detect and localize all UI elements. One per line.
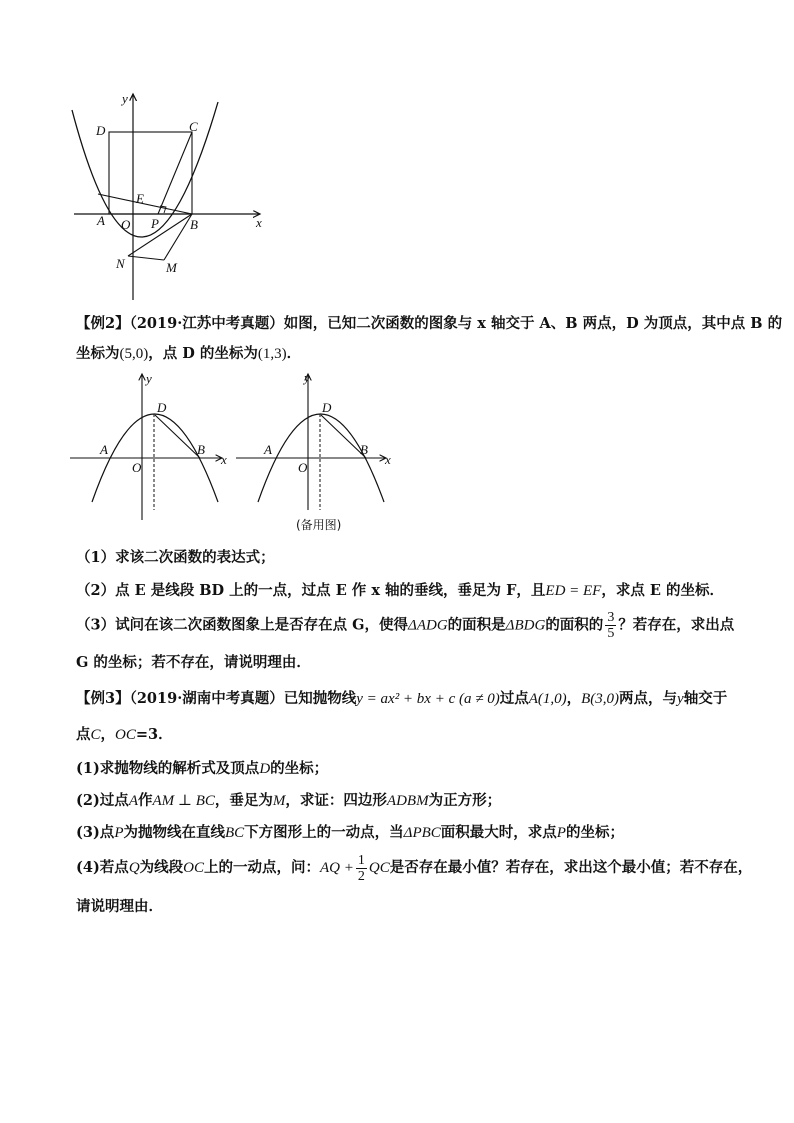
ex3-q1-b: D — [259, 761, 271, 777]
fig2-label-x: x — [221, 452, 227, 467]
fig2-label-o: O — [132, 460, 142, 475]
fig2-label-y: y — [146, 371, 152, 386]
ex2-q3-b: 的面积是 — [447, 616, 506, 634]
ex3-point-a: A(1,0) — [528, 691, 567, 707]
ex3-q4-a: (4)若点 — [76, 859, 129, 876]
ex3-q3-f: 面积最大时，求点 — [440, 824, 557, 841]
figure-2-parabola — [66, 370, 246, 525]
fig2-label-b: B — [197, 442, 205, 457]
ex3-line1 — [76, 688, 726, 710]
ex2-q2 — [76, 580, 726, 602]
fig3-label-o: O — [298, 460, 308, 475]
ex3-l1-e: y — [677, 691, 684, 707]
fig1-label-m: M — [166, 260, 177, 275]
ex2-q3-line2: G 的坐标；若不存在，请说明理由． — [76, 654, 311, 671]
fig1-label-n: N — [116, 256, 125, 271]
ex3-q4-e: 上的一动点，问： — [204, 859, 320, 876]
ex3-q2-math: AM ⊥ BC — [152, 793, 215, 809]
ex3-q4-c: 为线段 — [139, 859, 184, 876]
ex3-q1-c: 的坐标； — [270, 760, 329, 777]
ex3-q4-b: Q — [128, 860, 140, 876]
ex3-q4-num: 1 — [357, 852, 365, 868]
ex3-q3-math: ΔPBC — [403, 825, 441, 841]
ex3-q2-c: 作 — [137, 792, 153, 809]
ex3-q3-b: P — [114, 825, 124, 841]
fig3-label-a: A — [264, 442, 272, 457]
ex3-l2-b: C — [90, 727, 101, 743]
ex2-point-b-coord: (5,0) — [119, 346, 149, 362]
ex2-source: （2019·江苏中考真题） — [129, 315, 284, 332]
fig1-label-a: A — [97, 213, 105, 228]
ex2-q2-b: ，求点 E 的坐标． — [601, 582, 725, 599]
ex3-q3-e: 下方图形上的一动点，当 — [244, 824, 404, 841]
ex2-q3-m1: ΔADG — [408, 617, 448, 634]
fig1-label-c: C — [189, 119, 198, 134]
ex3-line2 — [76, 724, 726, 746]
ex2-q3-fraction — [605, 610, 616, 641]
ex2-q1: （1）求该二次函数的表达式； — [76, 549, 275, 566]
ex2-line1-text: 如图，已知二次函数的图象与 x 轴交于 A、B 两点，D 为顶点，其中点 B 的 — [283, 315, 783, 332]
ex3-l2-c: ， — [100, 726, 116, 743]
ex3-l1-f: 轴交于 — [683, 690, 728, 707]
ex3-q2-h: 为正方形； — [428, 792, 502, 809]
ex3-l2-e: =3． — [135, 726, 173, 743]
ex2-q3-m2: ΔBDG — [505, 617, 546, 634]
ex3-q1-a: (1)求抛物线的解析式及顶点 — [76, 760, 260, 777]
fig2-label-d: D — [157, 400, 167, 415]
ex3-l1-b: 过点 — [499, 690, 529, 707]
ex3-q2 — [76, 790, 726, 812]
ex3-q3-g: P — [556, 825, 566, 841]
ex2-q3-num: 3 — [607, 610, 615, 625]
ex2-line1 — [76, 313, 783, 335]
fig3-label-d: D — [322, 400, 332, 415]
ex3-q4 — [76, 852, 753, 884]
fig3-caption: (备用图) — [296, 518, 342, 532]
fig3-label-b: B — [360, 442, 368, 457]
ex3-point-b: B(3,0) — [581, 691, 620, 707]
ex3-q4-fraction — [356, 853, 367, 884]
ex3-q2-d: ，垂足为 — [214, 792, 273, 809]
fig1-label-b: B — [190, 217, 198, 232]
ex2-q3 — [76, 610, 735, 641]
ex3-l1-c: ， — [566, 690, 582, 707]
ex3-q4-line2: 请说明理由． — [76, 898, 163, 915]
ex3-q1 — [76, 758, 726, 780]
ex2-q2-a: （2）点 E 是线段 BD 上的一点，过点 E 作 x 轴的垂线，垂足为 F，且 — [76, 582, 546, 599]
ex3-source: （2019·湖南中考真题） — [129, 690, 284, 707]
ex2-q3-d: ？若存在，求出点 — [618, 616, 735, 634]
ex3-q3-c: 为抛物线在直线 — [123, 824, 225, 841]
fig1-label-y: y — [122, 91, 128, 106]
ex3-q2-e: M — [272, 793, 286, 809]
ex2-tag: 【例2】 — [76, 315, 130, 332]
ex3-q2-g: ADBM — [386, 793, 429, 809]
ex3-q2-b: A — [128, 793, 138, 809]
ex2-line2-c: ，点 D 的坐标为 — [148, 345, 258, 362]
ex3-q3-d: BC — [224, 825, 245, 841]
ex3-l1-a: 已知抛物线 — [283, 690, 357, 707]
ex3-q2-a: (2)过点 — [76, 792, 129, 809]
ex3-l2-d: OC — [115, 727, 136, 743]
ex3-l1-d: 两点，与 — [619, 690, 678, 707]
ex2-point-d-coord: (1,3) — [257, 346, 287, 362]
ex3-q3-h: 的坐标； — [565, 824, 624, 841]
ex2-q3-c: 的面积的 — [545, 616, 604, 634]
ex3-q3 — [76, 822, 726, 844]
ex3-tag: 【例3】 — [76, 690, 130, 707]
ex3-q4-d: OC — [183, 860, 204, 876]
ex2-q2-math: ED = EF — [545, 583, 602, 599]
ex2-q3-den: 5 — [607, 626, 615, 641]
fig3-label-x: x — [385, 452, 391, 467]
fig2-label-a: A — [100, 442, 108, 457]
fig1-label-x: x — [256, 215, 262, 230]
ex3-l2-a: 点 — [76, 726, 91, 743]
ex2-line2-e: ． — [286, 345, 302, 362]
ex2-line2 — [76, 343, 726, 365]
ex3-parabola-eq: y = ax² + bx + c (a ≠ 0) — [356, 691, 500, 707]
ex3-q2-f: ，求证：四边形 — [285, 792, 387, 809]
ex2-line2-a: 坐标为 — [76, 345, 120, 362]
fig1-label-d: D — [96, 123, 106, 138]
fig1-label-p: P — [151, 216, 159, 231]
ex3-q4-den: 2 — [357, 868, 365, 884]
ex2-q3-a: （3）试问在该二次函数图象上是否存在点 G，使得 — [76, 616, 409, 634]
figure-3-parabola-spare — [232, 370, 412, 525]
figure-1-parabola-square — [60, 88, 280, 308]
ex3-q3-a: (3)点 — [76, 824, 115, 841]
fig1-label-o: O — [121, 217, 131, 232]
fig3-label-y: y — [304, 370, 310, 385]
fig1-label-e: E — [136, 191, 144, 206]
ex3-q4-m2: QC — [368, 860, 390, 876]
ex3-q4-f: 是否存在最小值？若存在，求出这个最小值；若不存在， — [389, 859, 753, 876]
ex3-q4-m1: AQ + — [320, 860, 354, 876]
